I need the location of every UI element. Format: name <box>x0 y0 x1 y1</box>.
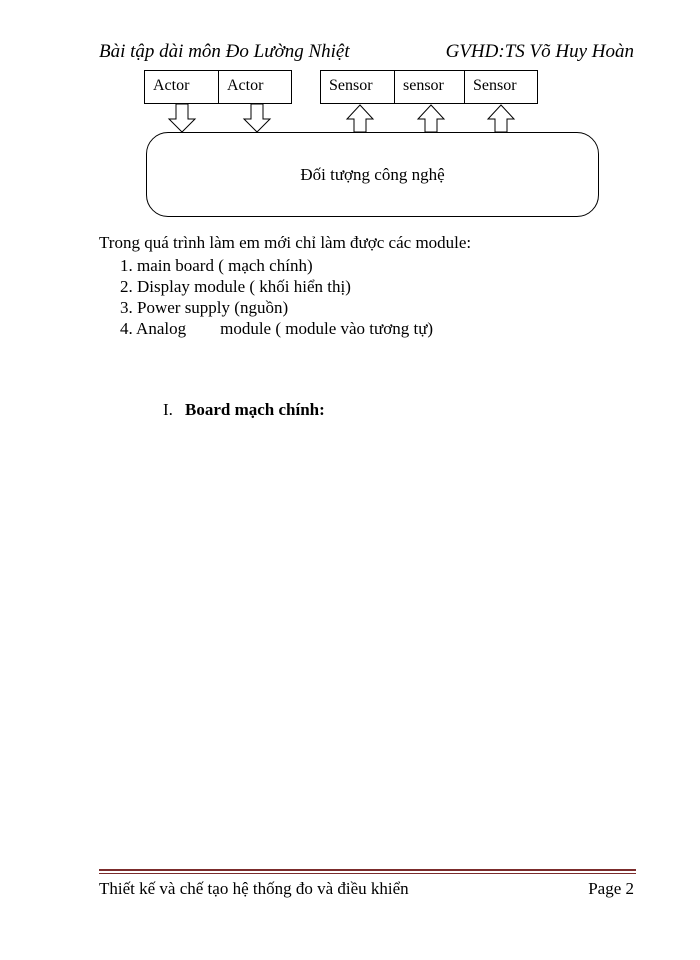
list-item: 2. Display module ( khối hiển thị) <box>120 277 351 296</box>
actor-box-2: Actor <box>218 70 292 104</box>
intro-text: Trong quá trình làm em mới chỉ làm được các module: <box>99 233 472 252</box>
list-item: 4. Analog module ( module vào tương tự) <box>120 319 434 338</box>
sensor-box-3: Sensor <box>464 70 538 104</box>
sensor-box-2: sensor <box>394 70 465 104</box>
module-list <box>120 255 433 339</box>
header-right-instructor: GVHD:TS Võ Huy Hoàn <box>445 41 634 62</box>
footer-left-text: Thiết kế và chế tạo hệ thống đo và điều khiển <box>99 879 409 898</box>
page-number: Page 2 <box>588 879 634 898</box>
footer-divider <box>99 869 636 871</box>
list-item: 1. main board ( mạch chính) <box>120 256 313 275</box>
list-item: 3. Power supply (nguồn) <box>120 298 289 317</box>
down-arrow-icon <box>169 104 195 132</box>
section-heading <box>163 400 325 420</box>
technology-object-box <box>146 132 599 217</box>
down-arrow-icon <box>244 104 270 132</box>
actor-box-1: Actor <box>144 70 219 104</box>
up-arrow-icon <box>418 105 444 132</box>
up-arrow-icon <box>347 105 373 132</box>
sensor-box-1: Sensor <box>320 70 395 104</box>
up-arrow-icon <box>488 105 514 132</box>
technology-object-label: Đối tượng công nghệ <box>300 164 445 184</box>
footer-divider-thin <box>99 873 636 874</box>
section-title: Board mạch chính: <box>185 400 325 419</box>
header-left-title: Bài tập dài môn Đo Lường Nhiệt <box>99 41 350 62</box>
section-number: I. <box>163 400 173 419</box>
